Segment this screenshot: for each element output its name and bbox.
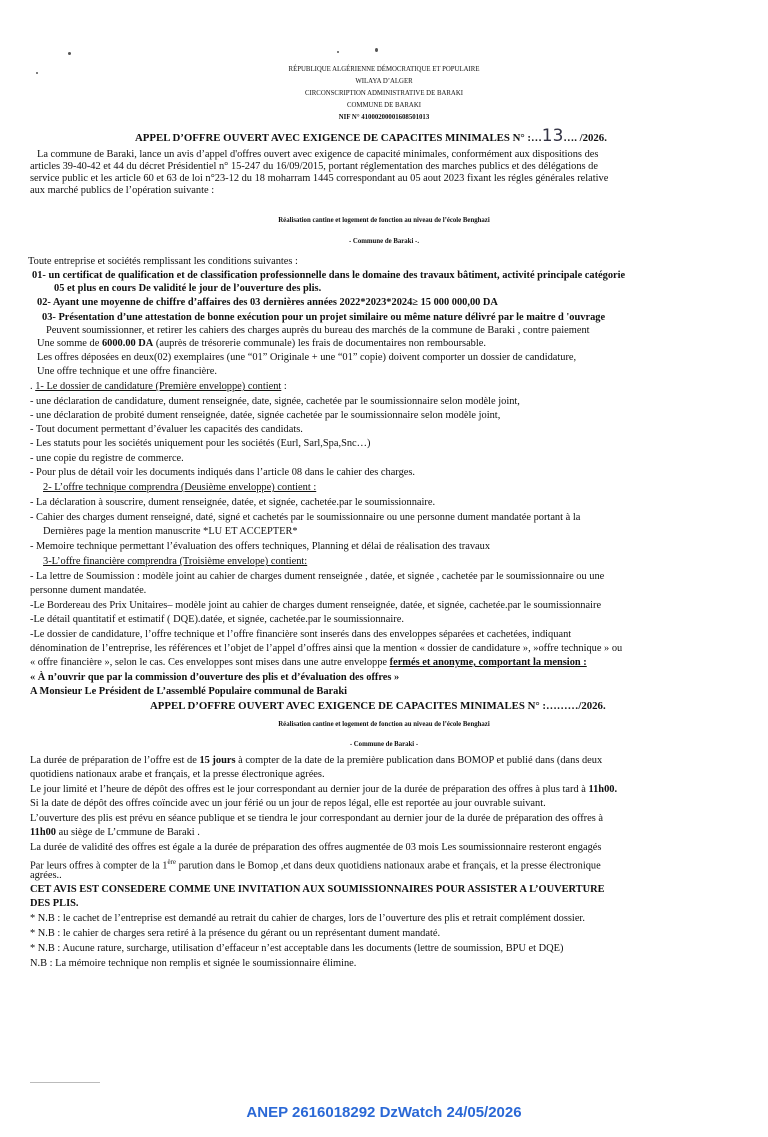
section1-item: - une déclaration de candidature, dument renseignée, date, signée, cachetée par le soumissionnaire selon modèle joint, bbox=[30, 396, 520, 407]
scan-speck bbox=[337, 51, 339, 53]
duree-line bbox=[30, 755, 602, 767]
repeat-appel-offre: APPEL D’OFFRE OUVERT AVEC EXIGENCE DE CAPACITES MINIMALES N° :………/2026. bbox=[150, 700, 606, 712]
intro-line: aux marché publics de l’opération suivante : bbox=[30, 185, 215, 196]
header-wilaya: WILAYA D’ALGER bbox=[355, 78, 413, 85]
section2-heading: 2- L’offre technique comprendra (Deusième enveloppe) contient : bbox=[43, 482, 317, 493]
scan-line bbox=[30, 1082, 100, 1083]
condition-02: 02- Ayant une moyenne de chiffre d’affaires des 03 dernières années 2022*2023*2024≥ 15 000 000,00 DA bbox=[37, 297, 498, 308]
project-title: Réalisation cantine et logement de fonction au niveau de l’école Benghazi bbox=[278, 217, 490, 224]
handwritten-number: 13 bbox=[541, 126, 564, 146]
section3-item: -Le dossier de candidature, l’offre technique et l’offre financière sont inserés dans des enveloppes séparées et cachetées, indiquant bbox=[30, 629, 572, 640]
section3-item: dénomination de l’entreprise, les références et l’objet de l’appel d’offres ainsi que la mention « dossier de candidature », »offre technique » ou bbox=[30, 643, 623, 654]
condition-01-cont: 05 et plus en cours De validité le jour de l’ouverture des plis. bbox=[54, 283, 322, 294]
duree-p7b: parution dans le Bomop ,et dans deux quotidiens nationaux arabe et français, et la presse électronique bbox=[175, 860, 601, 872]
duree-hour: 11h00. bbox=[588, 784, 618, 795]
appel-prefix: APPEL D’OFFRE OUVERT AVEC EXIGENCE DE CAPACITES MINIMALES N° :… bbox=[135, 132, 542, 144]
duree-line: L’ouverture des plis est prévu en séance publique et se tiendra le jour correspondant au dernier jour de la durée de préparation des offres à bbox=[30, 813, 603, 824]
retrait-somme-prefix: Une somme de bbox=[37, 338, 102, 349]
section2-item: Dernières page la mention manuscrite *LU ET ACCEPTER* bbox=[43, 526, 298, 537]
duree-line bbox=[30, 827, 200, 839]
section1-item: - une déclaration de probité dument renseignée, datée, signée cachetée par le soumissionnaire selon modèle joint, bbox=[30, 410, 501, 421]
duree-line: quotidiens nationaux arabe et français, et la presse électronique agrées. bbox=[30, 769, 325, 780]
appel-offre-title bbox=[135, 126, 607, 146]
section1-item: - Tout document permettant d’évaluer les capacités des candidats. bbox=[30, 424, 303, 435]
section3-item: -Le détail quantitatif et estimatif ( DQE).datée, et signée, cachetée.par le soumissionnaire. bbox=[30, 614, 404, 625]
duree-opening-hour: 11h00 bbox=[30, 827, 56, 838]
section3-heading: 3-L’offre financière comprendra (Troisième envelope) contient: bbox=[43, 556, 308, 567]
offres-types: Une offre technique et une offre financière. bbox=[37, 366, 217, 377]
repeat-project-title: Réalisation cantine et logement de fonction au niveau de l’école Benghazi bbox=[278, 721, 490, 728]
duree-line: agrées.. bbox=[30, 870, 62, 881]
section3-mention-emphasis: fermés et anonyme, comportant la mension : bbox=[389, 657, 587, 668]
note-line: N.B : La mémoire technique non remplis et signée le soumissionnaire élimine. bbox=[30, 958, 357, 969]
scan-speck bbox=[375, 48, 378, 52]
footer-anep: ANEP 2616018292 DzWatch 24/05/2026 bbox=[246, 1104, 522, 1121]
duree-line bbox=[30, 784, 617, 796]
offres-deposees: Les offres déposées en deux(02) exemplaires (une “01” Originale + une “01” copie) doivent comporter un dossier de candidature, bbox=[37, 352, 577, 363]
intro-line: La commune de Baraki, lance un avis d’appel d'offres ouvert avec exigence de capacité minimales, conformément aux dispositions des bbox=[37, 149, 599, 160]
section1-item: - Pour plus de détail voir les documents indiqués dans l’article 08 dans le cahier des charges. bbox=[30, 467, 416, 478]
intro-line: articles 39-40-42 et 44 du décret Présidentiel n° 15-247 du 16/09/2015, portant réglementation des marches publics et des délégations de bbox=[30, 161, 598, 172]
project-commune: - Commune de Baraki -. bbox=[348, 238, 420, 245]
retrait-amount: 6000.00 DA bbox=[101, 338, 154, 349]
appel-suffix: …. /2026. bbox=[563, 132, 607, 144]
duree-superscript: ère bbox=[167, 858, 176, 866]
duree-p7a: Par leurs offres à compter de la 1 bbox=[30, 860, 168, 872]
invitation-line: CET AVIS EST CONSEDERE COMME UNE INVITATION AUX SOUMISSIONNAIRES POUR ASSISTER A L’OUVERTURE bbox=[30, 884, 605, 895]
section1-heading-suffix: : bbox=[281, 381, 287, 392]
duree-p1a: La durée de préparation de l’offre est de bbox=[30, 755, 200, 766]
section1-heading-prefix: . bbox=[30, 381, 36, 392]
retrait-line: Peuvent soumissionner, et retirer les cahiers des charges auprès du bureau des marchés de la commune de Baraki , contre paiement bbox=[46, 325, 590, 336]
header-commune: COMMUNE DE BARAKI bbox=[346, 102, 421, 109]
scan-speck bbox=[68, 52, 71, 55]
duree-line: La durée de validité des offres est égale a la durée de préparation des offres augmentée de 03 mois Les soumissionnaire resteront engagés bbox=[30, 842, 602, 853]
section2-item: - La déclaration à souscrire, dument renseignée, datée, et signée, cachetée.par le soumissionnaire. bbox=[30, 497, 436, 508]
duree-p2a: Le jour limité et l’heure de dépôt des offres est le jour correspondant au dernier jour de la durée de préparation des offres à plus tard à bbox=[30, 784, 589, 795]
retrait-somme bbox=[37, 338, 486, 350]
note-line: * N.B : le cahier de charges sera retiré à la présence du gérant ou un représentant dument mandaté. bbox=[30, 928, 441, 939]
section1-item: - Les statuts pour les sociétés uniquement pour les sociétés (Eurl, Sarl,Spa,Snc…) bbox=[30, 438, 371, 449]
intro-line: service public et les article 60 et 63 de loi n°23-12 du 18 moharram 1445 correspondant au 05 aout 2023 fixant les régles générales relative bbox=[30, 173, 609, 184]
duree-line bbox=[30, 856, 601, 872]
section1-heading-text: 1- Le dossier de candidature (Première enveloppe) contient bbox=[35, 381, 282, 392]
conditions-intro: Toute entreprise et sociétés remplissant les conditions suivantes : bbox=[28, 256, 298, 267]
header-nif: NIF N° 410002000016085010​13 bbox=[338, 114, 430, 121]
section2-item: - Cahier des charges dument renseigné, daté, signé et cachetés par le soumissionnaire ou une personne dument mandatée portant à la bbox=[30, 512, 581, 523]
address-president: A Monsieur Le Président de L’assemblé Populaire communal de Baraki bbox=[30, 686, 348, 697]
section2-item: - Memoire technique permettant l’évaluation des offers techniques, Planning et délai de réalisation des travaux bbox=[30, 541, 491, 552]
section3-item: -Le Bordereau des Prix Unitaires– modèle joint au cahier de charges dument renseignée, datée, et signée, cachetée.par le soumissionnaire bbox=[30, 600, 602, 611]
note-line: * N.B : Aucune rature, surcharge, utilisation d’effaceur n’est acceptable dans les documents (lettre de soumission, BPU et DQE) bbox=[30, 943, 564, 954]
section3-item: - La lettre de Soumission : modèle joint au cahier de charges dument renseignée , datée, et signée , cachetée par le soumissionnaire ou une bbox=[30, 571, 605, 582]
note-line: * N.B : le cachet de l’entreprise est demandé au retrait du cahier de charges, lors de l’ouverture des plis et retrait complément dossier. bbox=[30, 913, 585, 924]
section3-item: personne dument mandatée. bbox=[30, 585, 147, 596]
mention-ouverture: « À n’ouvrir que par la commission d’ouverture des plis et d’évaluation des offres » bbox=[30, 672, 400, 683]
retrait-somme-suffix: (auprès de trésorerie communale) les frais de documentaires non remboursable. bbox=[153, 338, 486, 349]
duree-line: Si la date de dépôt des offres coïncide avec un jour férié ou un jour de repos légal, elle est reportée au jour ouvrable suivant. bbox=[30, 798, 546, 809]
section3-item bbox=[30, 657, 587, 669]
section1-heading bbox=[30, 381, 287, 393]
condition-03: 03- Présentation d’une attestation de bonne exécution pour un projet similaire ou même nature délivré par le maitre d 'ouvrage bbox=[42, 312, 606, 323]
header-circonscription: CIRCONSCRIPTION ADMINISTRATIVE DE BARAKI bbox=[304, 90, 464, 97]
section1-item: - une copie du registre de commerce. bbox=[30, 453, 184, 464]
duree-p1c: à compter de la date de la première publication dans BOMOP et publié dans (dans deux bbox=[235, 755, 603, 766]
invitation-line: DES PLIS. bbox=[30, 898, 79, 909]
repeat-project-commune: - Commune de Baraki - bbox=[349, 741, 419, 748]
header-republique: RÉPUBLIQUE ALGÉRIENNE DÉMOCRATIQUE ET POPULAIRE bbox=[288, 66, 480, 73]
section3-envelope-text: « offre financière », selon le cas. Ces enveloppes sont mises dans une autre enveloppe bbox=[30, 657, 390, 668]
duree-p5b: au siège de L’cmmune de Baraki . bbox=[56, 827, 200, 838]
condition-01: 01- un certificat de qualification et de classification professionnelle dans le domaine des travaux bâtiment, activité principale catégorie bbox=[32, 270, 626, 281]
duree-days: 15 jours bbox=[199, 755, 236, 766]
